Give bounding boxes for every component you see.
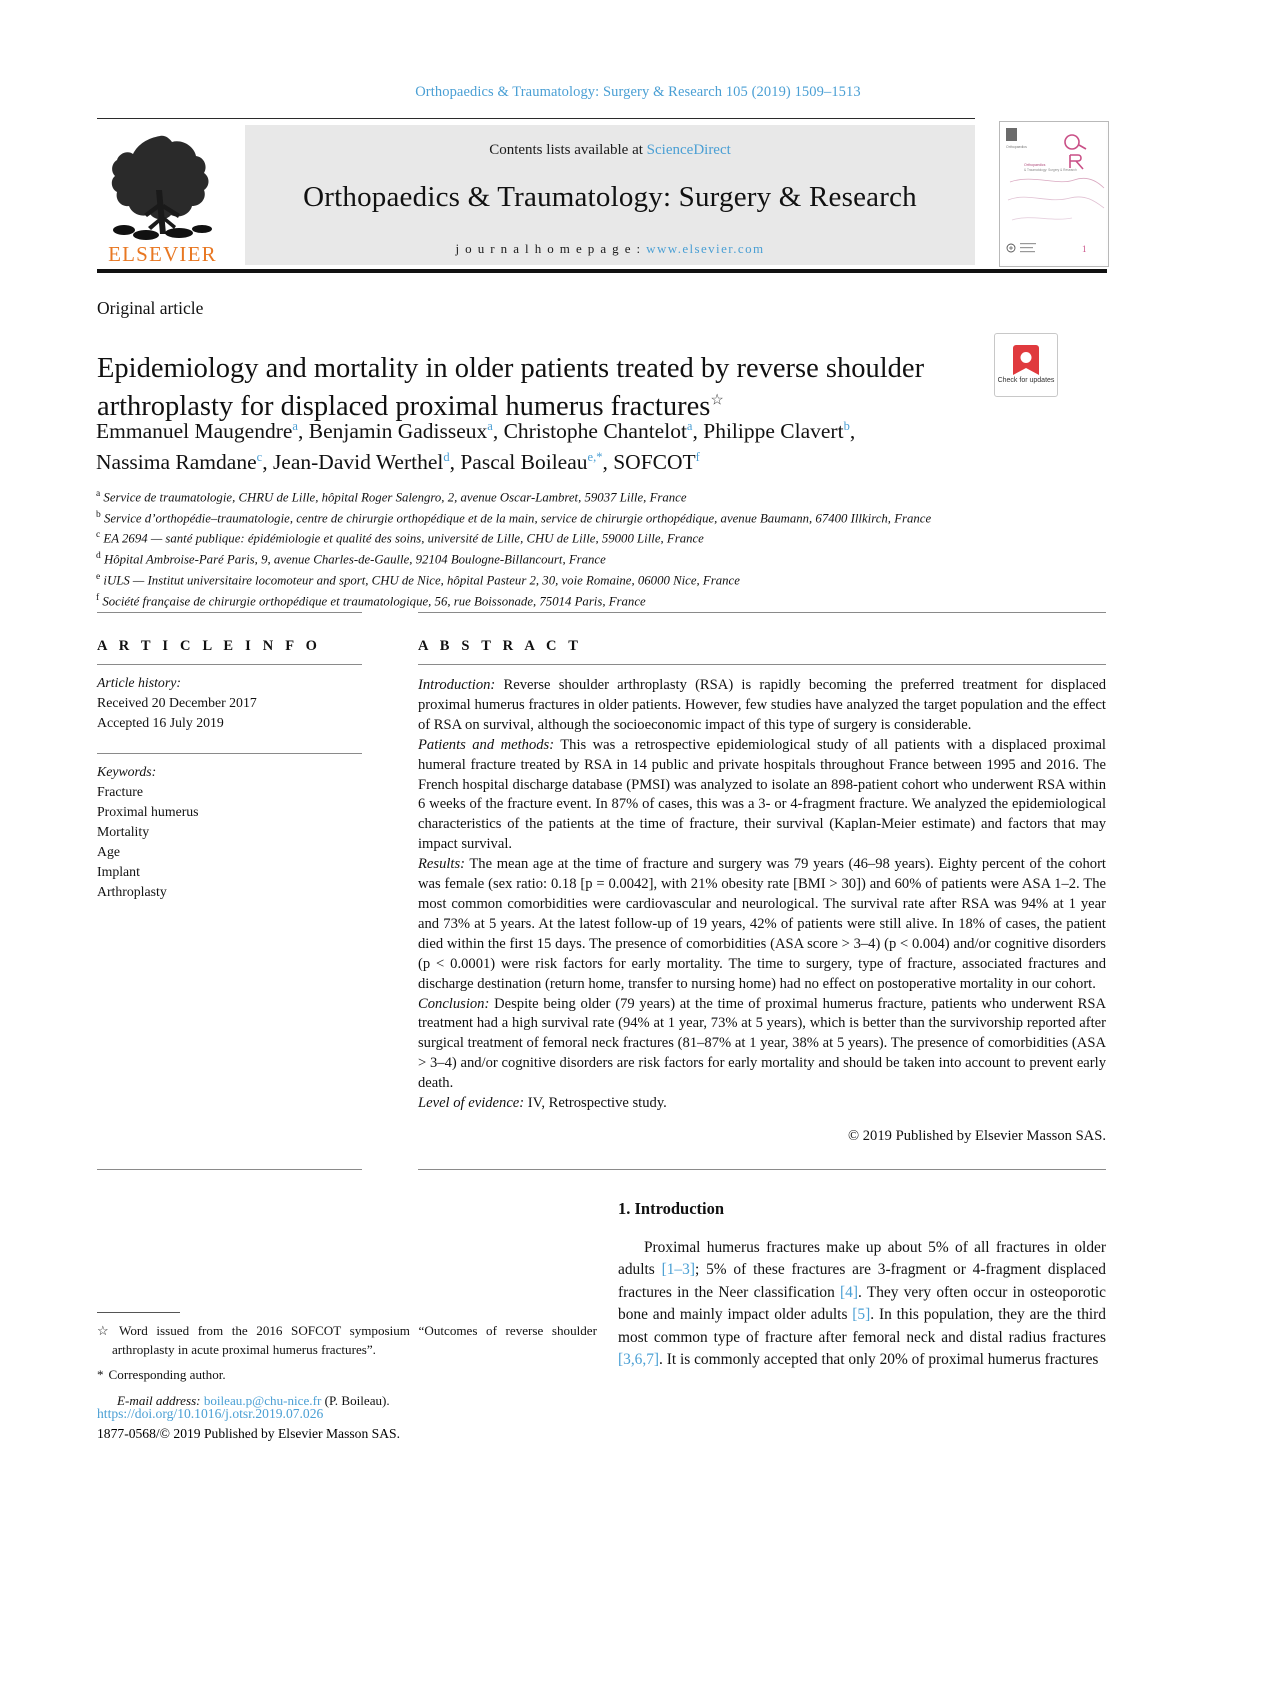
abstract-heading: A B S T R A C T (418, 638, 583, 654)
affiliation-item (96, 549, 1026, 570)
homepage-label: j o u r n a l h o m e p a g e : (455, 241, 647, 256)
article-info-column (97, 638, 362, 902)
footnote-symposium (97, 1322, 597, 1359)
introduction-text: . They very often occur in osteoporotic bone and mainly impact older adults (618, 1283, 1106, 1324)
journal-cover-thumbnail (999, 121, 1109, 267)
footnotes-block (97, 1312, 597, 1417)
affiliation-mark: c (96, 530, 101, 541)
abstract-section-text: Reverse shoulder arthroplasty (RSA) is rapidly becoming the preferred treatment for displaced proximal humerus fractures in older patients. However, few studies have analyzed the target population and the effect of RSA on survival, although the socioeconomic impact of this type of surgery is considerable. (418, 677, 1106, 733)
keywords-rule (97, 753, 362, 754)
info-column-top-rule (97, 612, 362, 613)
keyword-item: Fracture (97, 784, 143, 799)
affiliation-text: EA 2694 — santé publique: épidémiologie et qualité des soins, université de Lille, CHU de Lille, 59000 Lille, France (103, 531, 704, 546)
citation-link[interactable]: [4] (840, 1283, 858, 1301)
abstract-section-lead: Patients and methods: (418, 736, 555, 753)
footnote-star-symbol: ☆ (97, 1323, 115, 1338)
citation-link[interactable]: [5] (852, 1306, 871, 1324)
article-info-rule (97, 664, 362, 665)
svg-text:Orthopaedics: Orthopaedics (1024, 163, 1046, 167)
affiliation-mark: d (96, 551, 101, 562)
accepted-date: Accepted 16 July 2019 (97, 715, 224, 730)
svg-text:Orthopaedics: Orthopaedics (1006, 145, 1027, 149)
affiliation-text: Hôpital Ambroise-Paré Paris, 9, avenue Charles-de-Gaulle, 92104 Boulogne-Billancourt, France (103, 552, 606, 567)
title-text: Epidemiology and mortality in older patients treated by reverse shoulder arthroplasty for displaced proximal humerus fractures (97, 353, 925, 422)
abstract-section (418, 676, 1106, 736)
received-date: Received 20 December 2017 (97, 695, 257, 710)
keyword-item: Age (97, 844, 120, 859)
abstract-section (418, 1094, 1106, 1114)
email-address-label: E-mail address: (117, 1392, 201, 1408)
affiliation-item (96, 508, 1026, 529)
homepage-url-link[interactable]: www.elsevier.com (646, 241, 765, 256)
running-head: Orthopaedics & Traumatology: Surgery & Research 105 (2019) 1509–1513 (415, 84, 861, 100)
affiliation-text: Société française de chirurgie orthopédique et traumatologique, 56, rue Boissonade, 75014 Paris, France (102, 593, 646, 608)
elsevier-logo (97, 125, 228, 265)
affiliation-item (96, 528, 1026, 549)
author-line-2: Nassima Ramdane$^c$, Jean-David Werthel$^d$, Pascal Boileau$^{e,*}$, SOFCOT$^f$ (96, 449, 700, 474)
sciencedirect-link[interactable]: ScienceDirect (646, 142, 731, 158)
crossmark-label: Check for updates (997, 376, 1055, 384)
abstract-section-text: Despite being older (79 years) at the time of proximal humerus fracture, patients who underwent RSA treatment had a high survival rate (94% at 1 year, 73% at 5 years), which is better than the survivorship reported after surgical treatment of femoral neck fractures (81–87% at 1 year, 38% at 5 years). The presence of comorbidities (ASA > 3–4) and/or cognitive disorders are risk factors for early mortality and should be taken into account to prevent early death. (418, 995, 1106, 1092)
article-history-label: Article history: (97, 675, 181, 690)
keywords-block (97, 762, 362, 902)
journal-title: Orthopaedics & Traumatology: Surgery & Research (303, 181, 917, 213)
crossmark-dot-icon (1021, 352, 1032, 363)
journal-homepage-line (245, 241, 975, 257)
abstract-section (418, 736, 1106, 855)
abstract-section-lead: Level of evidence: (418, 1095, 525, 1112)
elsevier-tree-icon (104, 130, 222, 242)
footnote-corresponding-text: Corresponding author. (108, 1367, 226, 1383)
citation-link[interactable]: [3,6,7] (618, 1351, 660, 1369)
abstract-section-lead: Introduction: (418, 677, 496, 693)
email-address-link[interactable]: boileau.p@chu-nice.fr (203, 1392, 322, 1408)
introduction-text: . It is commonly accepted that only 20% of proximal humerus fractures (659, 1351, 1099, 1369)
footer-doi-block (97, 1404, 617, 1445)
abstract-copyright: © 2019 Published by Elsevier Masson SAS. (848, 1127, 1106, 1144)
email-owner-text: (P. Boileau). (324, 1392, 390, 1408)
introduction-text: . In this population, they are the third most common type of fracture after femoral neck and distal radius fractures (618, 1306, 1106, 1346)
abstract-section-lead: Results: (418, 856, 466, 873)
keyword-item: Mortality (97, 824, 150, 839)
author-list (96, 416, 996, 477)
citation-link[interactable]: [1–3] (661, 1261, 695, 1279)
keyword-item: Implant (97, 864, 140, 879)
keyword-item: Proximal humerus (97, 804, 199, 819)
abstract-column-top-rule (418, 612, 1106, 613)
article-type-label: Original article (97, 298, 204, 318)
journal-band (245, 125, 975, 265)
contents-prefix: Contents lists available at (489, 142, 647, 158)
affiliation-item (96, 591, 1026, 612)
abstract-section (418, 995, 1106, 1095)
issn-copyright-line: 1877-0568/© 2019 Published by Elsevier Masson SAS. (97, 1426, 400, 1442)
masthead-bottom-rule (97, 269, 1107, 273)
author-line-1: Emmanuel Maugendre$^a$, Benjamin Gadisseux$^a$, Christophe Chantelot$^a$, Philippe Clavert$^b$, (96, 418, 856, 443)
abstract-section-text: IV, Retrospective study. (524, 1095, 667, 1112)
introduction-text: ; 5% of these fractures are 3-fragment or 4-fragment displaced fractures in the Neer classification (618, 1261, 1106, 1301)
affiliation-list (96, 487, 1026, 611)
abstract-section-lead: Conclusion: (418, 995, 490, 1012)
footnote-separator-rule (97, 1312, 180, 1313)
abstract-rule (418, 664, 1106, 665)
abstract-section-text: The mean age at the time of fracture and surgery was 79 years (46–98 years). Eighty percent of the cohort was female (sex ratio: 0.18 [p = 0.0042], with 21% obesity rate [BMI > 30]) and 60% of patients were ASA 1–2. The most common comorbidities were cardiovascular and neurological. The survival rate after RSA was 94% at 1 year and 73% at 5 years. At the latest follow-up of 19 years, 42% of patients were still alive. In 18% of cases, the patient died within the first 15 days. The presence of comorbidities (ASA score > 3–4) (p < 0.004) and/or cognitive disorders (p < 0.0001) were risk factors for early mortality. The time to surgery, type of fracture, associated fractures and discharge destination (return home, transfer to nursing home) had no effect on postoperative mortality in our cohort. (418, 856, 1106, 992)
affiliation-mark: e (96, 571, 101, 582)
affiliation-mark: a (96, 489, 101, 499)
affiliation-mark: f (96, 592, 100, 603)
article-info-heading: A R T I C L E I N F O (97, 638, 322, 654)
affiliation-text: iULS — Institut universitaire locomoteur and sport, CHU de Nice, hôpital Pasteur 2, 30, voie Romaine, 06000 Nice, France (103, 573, 740, 588)
abstract-body (418, 676, 1106, 1147)
affiliation-item (96, 570, 1026, 591)
footnote-corresponding-author (97, 1366, 597, 1385)
affiliation-text: Service de traumatologie, CHRU de Lille, hôpital Roger Salengro, 2, avenue Oscar-Lambret, 59037 Lille, France (103, 490, 687, 505)
contents-available-line (245, 125, 975, 159)
crossmark-check-for-updates-badge[interactable] (994, 333, 1058, 397)
affiliation-mark: b (96, 509, 101, 520)
crossmark-icon (1013, 345, 1039, 375)
svg-text:1: 1 (1082, 244, 1087, 254)
footnote-asterisk-symbol: * (97, 1367, 104, 1383)
introduction-paragraph (618, 1237, 1106, 1372)
introduction-text: Proximal humerus fractures make up about 5% of all fractures in older adults (618, 1239, 1106, 1279)
journal-masthead (97, 118, 1179, 273)
info-column-bottom-rule (97, 1169, 362, 1170)
abstract-section-text: This was a retrospective epidemiological study of all patients with a displaced proximal humeral fracture treated by RSA in 14 public and private hospitals throughout France between 1995 and 2016. The French hospital discharge database (PMSI) was analyzed to isolate an 898-patient cohort who underwent RSA within 6 weeks of the fracture event. In 87% of cases, this was a 3- or 4-fragment fracture. We analyzed the epidemiological characteristics of the patients at the time of fracture, their survival (Kaplan-Meier estimate) and factors that may impact survival. (418, 736, 1106, 853)
abstract-column-bottom-rule (418, 1169, 1106, 1170)
keywords-label: Keywords: (97, 764, 157, 779)
abstract-column (418, 638, 1106, 1147)
introduction-section (618, 1199, 1106, 1372)
footnote-symposium-text: Word issued from the 2016 SOFCOT symposium “Outcomes of reverse shoulder arthroplasty in acute proximal humerus fractures”. (112, 1323, 597, 1357)
affiliation-text: Service d’orthopédie–traumatologie, centre de chirurgie orthopédique et de la main, service de chirurgie orthopédique, avenue Baumann, 67400 Illkirch, France (103, 510, 932, 525)
article-history-block (97, 673, 362, 733)
svg-text:& Traumatology: Surgery & Rese: & Traumatology: Surgery & Research (1024, 168, 1077, 172)
title-footnote-symbol: ☆ (710, 392, 724, 409)
abstract-section (418, 855, 1106, 994)
affiliation-item (96, 487, 1026, 508)
elsevier-wordmark: ELSEVIER (108, 242, 217, 266)
keyword-item: Arthroplasty (97, 884, 167, 899)
page-title (97, 350, 927, 426)
introduction-heading: 1. Introduction (618, 1199, 725, 1218)
doi-link[interactable]: https://doi.org/10.1016/j.otsr.2019.07.026 (97, 1406, 324, 1421)
